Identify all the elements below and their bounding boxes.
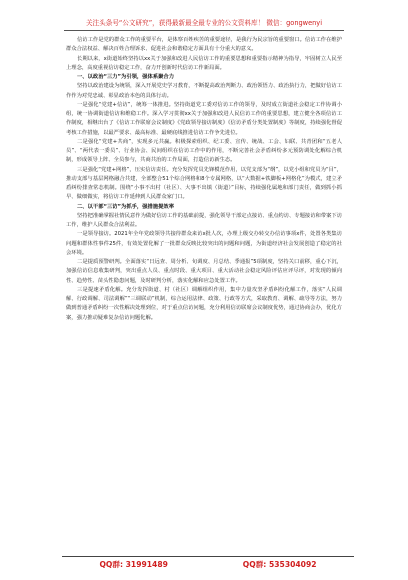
section-heading-2: 二、以干部“三访”为抓手，强措施提效率	[77, 203, 175, 210]
paragraph-early-warning: 二是提质预警研判。全面落实“日远查、周分析、旬调度、月总结、季通报”5项制度，坚持关口前移，重心下沉，加强信访信息收集研判，突出重点人员、重点时段、重大项目、重大活动社会稳定风险评估应评尽评，对发现的倾向性、趋势性、苗头性隐患问题，及时研判分析，落实化解和应急处置工作。	[66, 259, 342, 284]
paragraph-section-1-intro: 坚持以政治建设为统领，深入开展党史学习教育，不断提高政治判断力、政治领悟力、政治执行力，把做好信访工作作为对党忠诚、彰显政治本色的具体行动。	[66, 83, 342, 99]
paragraph-background: 长期以来，x街道始终坚持以xx关于加强和改进人民信访工作的重要思想和重要指示精神为指导，牢固树立人民至上理念，高度重视信访稳定工作，奋力开创新时代信访工作新局面。	[66, 55, 342, 71]
footer-bar	[62, 556, 354, 571]
paragraph-party-grid: 三是强化“党建+网格”，压实信访责任。充分发挥党员先锋模范作用，以党支部为“纲”，以党小组和党员为“目”，推动支部与基层网格融合共建，全部整合51个综合网格和8个专属网格，以“大数据+铁脚板+网格化”为模式，建立矛盾纠纷排查常态机制。围绕“小事不出村（社区）、大事不出镇（街道）”目标，持续强化属地和部门责任，做到抓小抓早、做细做实，将信访工作延伸到人民群众家门口。	[66, 166, 342, 201]
footer-qq-group-2: QQ群: 535304092	[242, 559, 317, 569]
footer-qq-group-1: QQ群: 31991489	[99, 559, 168, 569]
top-banner: 关注头条号“公文研究”，获得最新最全最专业的公文资料库！ 微信：gongwenyi	[64, 16, 344, 31]
paragraph-conflict-resolution: 三是提速矛盾化解。充分发挥街道、村（社区）调解组织作用，集中力量攻坚矛盾纠纷化解工作，落实“人民调解、行政调解、司法调解”“三调联动”机制，综合运用法律、政策、行政等方式，采取教育、调解、疏导等方法，努力做到普通矛盾纠纷一次性解决处理到位，对于重点信访问题，充分利用信访联席会议制度优势，通过协商会办，优化方案，强力推动疑难复杂信访问题化解。	[66, 286, 342, 321]
paragraph-party-consult: 二是强化“党建+共商”，实现多元共赢。积极探索组织、纪工委、宣传、统战、工会、妇联、共青团和“五老人员”、“两代表一委员”、行业协会、民间组织在信访工作中的作用，不断完善社会矛盾纠纷多元预防调处化解综合机制，形成领导上阵、全员参与，共商共治的工作局面，打造信访新生态。	[66, 138, 342, 164]
paragraph-party-petition: 一是强化“党建+信访”，统筹一体推进。坚持街道党工委对信访工作的领导，及时成立街道社会稳定工作协调小组，统一协调街道信访和维稳工作。深入学习贯彻xx关于加强和改进人民信访工作的重要思想，建立健全各项信访工作制度，相继出台了《信访工作联席会议制度》《党政领导接访制度》《信访矛盾分类处置制度》等制度，持续强化督促考核工作措施，以最严要求、最高标准、最硬底线推进信访工作争先进位。	[66, 101, 342, 136]
paragraph-intro: 信访工作是党的群众工作的重要平台，是体察百姓疾苦的重要途径，是我行为民宗旨的重要窗口。信访工作在维护群众合法权益、解决百姓合理诉求、促进社会和谐稳定方面具有十分重大的意义。	[66, 37, 342, 53]
paragraph-section-2-intro: 坚持把准确掌握社情民意作为做好信访工作的基础前提，强化领导干部定点接访、重点约访、专题接访和带案下访工作，维护人民群众合法利益。	[66, 212, 342, 228]
paragraph-leader-visits: 一是领导接访。2021年全年党政领导共接待群众来访x批人次，办理上级交办转交办信访事项x件，处置各类集访问题和群体性事件25件，有效处置化解了一批群众反映比较突出的问题和问题，为街道经济社会发展创造了稳定的社会环境。	[66, 231, 342, 256]
document-body	[66, 36, 342, 551]
section-heading-1: 一、以政治“三力”为引领，强体系聚合力	[77, 74, 175, 80]
